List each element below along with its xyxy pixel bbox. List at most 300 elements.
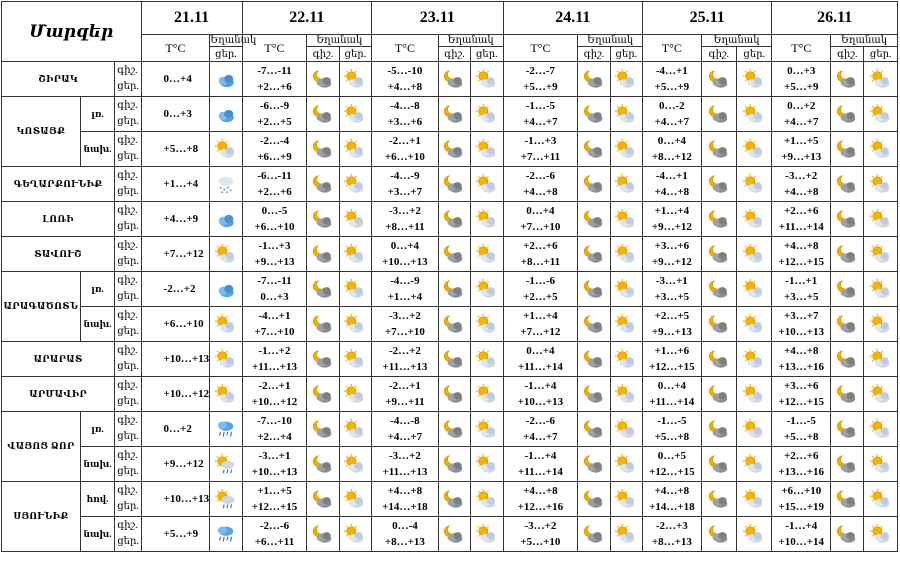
moon-cloud-icon <box>307 132 339 167</box>
temp-cell <box>141 62 210 97</box>
table-row <box>2 307 898 342</box>
temp-cell <box>242 342 307 377</box>
day-temp: +8…+13 <box>651 536 692 548</box>
night-label: գիշ. <box>117 205 138 216</box>
night-temp: -1…-6 <box>525 275 556 287</box>
night-temp: +4…+8 <box>523 485 558 497</box>
moon-cloud-icon <box>307 202 339 237</box>
sun-cloud-icon <box>339 447 371 482</box>
night-temp: -1…-5 <box>657 415 687 427</box>
sun-cloud-icon <box>864 307 898 342</box>
sun-cloud-icon <box>610 97 642 132</box>
temp-cell <box>772 412 831 447</box>
day-temp: 0…+2 <box>163 423 192 435</box>
moon-cloud-icon <box>701 482 736 517</box>
time-of-day-labels <box>115 132 141 167</box>
day-temp: +10…+13 <box>517 396 564 408</box>
temp-cell <box>643 342 702 377</box>
moon-cloud-icon <box>831 482 864 517</box>
day-temp: +5…+8 <box>163 143 199 155</box>
sun-cloud-icon <box>610 517 642 552</box>
temp-cell <box>772 272 831 307</box>
zone-label: լռ. <box>80 97 114 132</box>
region-name: ՏԱՎՈՒՇ <box>2 237 115 272</box>
sun-cloud-icon <box>339 307 371 342</box>
day-temp: +3…+5 <box>654 291 690 303</box>
day-temp: +2…+6 <box>257 81 292 93</box>
zone-label: նախ. <box>80 517 114 552</box>
sun-cloud-icon <box>339 167 371 202</box>
night-temp: +1…+5 <box>784 135 819 147</box>
temp-cell <box>772 132 831 167</box>
night-temp: -3…+2 <box>388 450 421 462</box>
night-temp: +2…+6 <box>784 450 819 462</box>
night-temp: +1…+4 <box>654 205 690 217</box>
day-temp: +7…+12 <box>163 248 204 260</box>
sun-cloud-icon <box>864 412 898 447</box>
temp-cell <box>772 377 831 412</box>
time-of-day-labels <box>115 307 141 342</box>
temp-column-header: T°C <box>503 35 578 62</box>
day-temp: +12…+15 <box>649 466 695 478</box>
night-temp: 0…-4 <box>392 520 418 532</box>
night-label: գիշ. <box>117 485 138 496</box>
sun-cloud-icon <box>737 272 772 307</box>
day-label: ցեր. <box>117 466 139 477</box>
sun-cloud-icon <box>471 482 503 517</box>
moon-cloud-icon <box>701 447 736 482</box>
time-of-day-labels <box>115 482 141 517</box>
temp-cell <box>503 272 578 307</box>
temp-cell <box>772 342 831 377</box>
temp-cell <box>242 272 307 307</box>
zone-label: լռ. <box>80 412 114 447</box>
night-temp: -3…+1 <box>655 275 688 287</box>
day-temp: +10…+13 <box>778 326 825 338</box>
day-temp: +6…+10 <box>254 221 295 233</box>
night-temp: 0…+4 <box>526 345 555 357</box>
day-temp: +9…+12 <box>651 221 692 233</box>
day-temp: +6…+10 <box>163 318 204 330</box>
moon-cloud-icon <box>307 482 339 517</box>
moon-cloud-icon <box>578 132 610 167</box>
day-temp: +2…+5 <box>257 116 292 128</box>
moon-cloud-icon <box>307 167 339 202</box>
day-temp: +14…+18 <box>382 501 428 513</box>
weather-column-header: Եղանակ <box>831 35 898 47</box>
temp-cell <box>372 237 439 272</box>
moon-cloud-icon <box>701 517 736 552</box>
sun-cloud-icon <box>737 202 772 237</box>
sun-cloud-icon <box>737 412 772 447</box>
night-temp: 0…+5 <box>657 450 686 462</box>
day-temp: +5…+9 <box>523 81 558 93</box>
night-label: գիշ. <box>117 240 138 251</box>
moon-cloud-icon <box>578 517 610 552</box>
day-temp: +12…+15 <box>649 361 695 373</box>
sun-cloud-icon <box>210 132 242 167</box>
day-temp: +14…+18 <box>649 501 695 513</box>
date-header: 26.11 <box>772 2 898 35</box>
moon-cloud-icon <box>307 97 339 132</box>
night-temp: +1…+5 <box>257 485 292 497</box>
moon-cloud-icon <box>307 412 339 447</box>
night-temp: -4…-9 <box>390 275 420 287</box>
day-temp: +4…+9 <box>163 213 199 225</box>
day-temp: +3…+7 <box>387 186 423 198</box>
night-subheader: գիշ. <box>831 47 864 62</box>
day-subheader: ցեր. <box>210 47 242 62</box>
night-temp: -1…+3 <box>524 135 557 147</box>
night-label: գիշ. <box>117 520 138 531</box>
day-temp: +5…+9 <box>163 528 199 540</box>
night-temp: 0…+4 <box>657 135 686 147</box>
night-temp: +2…+6 <box>523 240 558 252</box>
night-label: գիշ. <box>117 450 138 461</box>
night-temp: -7…-11 <box>257 275 292 287</box>
temp-cell <box>643 97 702 132</box>
day-temp: +11…+13 <box>252 361 297 373</box>
day-temp: +7…+12 <box>520 326 561 338</box>
region-name: ԳԵՂԱՐՔՈՒՆԻՔ <box>2 167 115 202</box>
moon-cloud-icon <box>831 97 864 132</box>
day-label: ցեր. <box>117 291 139 302</box>
temp-cell <box>772 202 831 237</box>
sun-cloud-icon <box>210 307 242 342</box>
temp-cell <box>372 307 439 342</box>
temp-cell <box>141 342 210 377</box>
night-label: գիշ. <box>117 310 138 321</box>
day-subheader: ցեր. <box>471 47 503 62</box>
temp-cell <box>772 447 831 482</box>
zone-label: նախ. <box>80 307 114 342</box>
day-temp: +3…+6 <box>387 116 423 128</box>
sun-cloud-icon <box>737 307 772 342</box>
moon-cloud-icon <box>578 272 610 307</box>
temp-cell <box>141 517 210 552</box>
night-temp: -2…+1 <box>388 135 421 147</box>
moon-cloud-icon <box>307 272 339 307</box>
night-temp: -1…-5 <box>786 415 816 427</box>
sun-cloud-icon <box>737 482 772 517</box>
day-temp: +9…+13 <box>781 151 822 163</box>
night-temp: -6…-11 <box>257 170 292 182</box>
night-label: գիշ. <box>117 65 138 76</box>
time-of-day-labels <box>115 237 141 272</box>
moon-cloud-icon <box>831 412 864 447</box>
night-temp: -1…+4 <box>524 380 557 392</box>
moon-cloud-icon <box>701 62 736 97</box>
cloudy-icon <box>210 62 242 97</box>
cloudy-icon <box>210 202 242 237</box>
night-temp: -3…+2 <box>388 310 421 322</box>
moon-cloud-icon <box>438 377 470 412</box>
region-name: ՇԻՐԱԿ <box>2 62 115 97</box>
day-temp: +13…+16 <box>778 466 825 478</box>
sun-cloud-icon <box>864 167 898 202</box>
temp-cell <box>772 167 831 202</box>
night-temp: -2…-6 <box>525 170 556 182</box>
temp-cell <box>643 167 702 202</box>
moon-cloud-icon <box>831 272 864 307</box>
moon-cloud-icon <box>701 412 736 447</box>
day-temp: +5…+8 <box>654 431 690 443</box>
temp-cell <box>141 482 210 517</box>
day-label: ցեր. <box>117 501 139 512</box>
temp-cell <box>503 237 578 272</box>
temp-cell <box>643 132 702 167</box>
moon-cloud-icon <box>438 167 470 202</box>
moon-cloud-icon <box>307 62 339 97</box>
day-temp: +7…+10 <box>520 221 561 233</box>
table-row <box>2 202 898 237</box>
sun-cloud-icon <box>610 167 642 202</box>
sun-cloud-icon <box>339 517 371 552</box>
temp-cell <box>643 447 702 482</box>
moon-cloud-icon <box>438 202 470 237</box>
day-temp: +9…+13 <box>254 256 295 268</box>
moon-cloud-icon <box>578 412 610 447</box>
region-name: ԱՐՄԱՎԻՐ <box>2 377 115 412</box>
moon-cloud-icon <box>831 237 864 272</box>
date-header: 21.11 <box>141 2 242 35</box>
time-of-day-labels <box>115 412 141 447</box>
temp-cell <box>372 272 439 307</box>
moon-cloud-icon <box>438 237 470 272</box>
moon-cloud-icon <box>438 272 470 307</box>
temp-cell <box>372 202 439 237</box>
sun-cloud-icon <box>471 447 503 482</box>
day-label: ցեր. <box>117 536 139 547</box>
temp-cell <box>503 62 578 97</box>
sun-rain-icon <box>210 447 242 482</box>
day-temp: +6…+10 <box>384 151 425 163</box>
day-temp: +11…+14 <box>649 396 695 408</box>
temp-cell <box>643 202 702 237</box>
night-temp: +2…+5 <box>654 310 690 322</box>
sun-cloud-icon <box>339 237 371 272</box>
night-subheader: գիշ. <box>307 47 339 62</box>
snow-icon <box>210 167 242 202</box>
temp-cell <box>643 517 702 552</box>
day-temp: +1…+4 <box>163 178 199 190</box>
temp-cell <box>242 202 307 237</box>
table-row <box>2 132 898 167</box>
sun-cloud-icon <box>737 132 772 167</box>
temp-cell <box>772 482 831 517</box>
night-temp: -2…-6 <box>525 415 556 427</box>
table-row <box>2 62 898 97</box>
table-row <box>2 167 898 202</box>
night-temp: -4…+1 <box>655 170 688 182</box>
moon-cloud-icon <box>438 342 470 377</box>
region-name: ԱՐԱԳԱԾՈՏՆ <box>2 272 81 342</box>
moon-cloud-icon <box>831 167 864 202</box>
sun-cloud-icon <box>339 272 371 307</box>
temp-cell <box>503 202 578 237</box>
sun-cloud-icon <box>339 62 371 97</box>
moon-cloud-icon <box>307 377 339 412</box>
day-temp: +5…+10 <box>520 536 561 548</box>
day-temp: +11…+14 <box>517 466 563 478</box>
night-temp: -2…+1 <box>258 380 291 392</box>
sun-cloud-icon <box>339 97 371 132</box>
day-label: ցեր. <box>117 361 139 372</box>
day-temp: +4…+8 <box>784 186 819 198</box>
sun-cloud-icon <box>864 202 898 237</box>
night-temp: -1…+2 <box>258 345 291 357</box>
night-temp: -3…+2 <box>388 205 421 217</box>
sun-cloud-icon <box>864 62 898 97</box>
table-row <box>2 517 898 552</box>
temp-cell <box>372 342 439 377</box>
temp-cell <box>643 307 702 342</box>
sun-cloud-icon <box>864 447 898 482</box>
night-temp: +4…+8 <box>784 240 819 252</box>
moon-cloud-icon <box>578 482 610 517</box>
day-temp: +9…+12 <box>163 458 204 470</box>
sun-cloud-icon <box>471 307 503 342</box>
moon-cloud-icon <box>701 342 736 377</box>
cloudy-icon <box>210 97 242 132</box>
date-header: 23.11 <box>372 2 503 35</box>
moon-cloud-icon <box>578 62 610 97</box>
day-temp: +4…+8 <box>387 81 423 93</box>
sun-cloud-icon <box>471 62 503 97</box>
time-of-day-labels <box>115 202 141 237</box>
moon-cloud-icon <box>701 132 736 167</box>
night-temp: -2…+3 <box>655 520 688 532</box>
temp-cell <box>372 517 439 552</box>
temp-cell <box>372 97 439 132</box>
night-temp: 0…+4 <box>526 205 555 217</box>
moon-cloud-icon <box>307 517 339 552</box>
day-temp: +9…+11 <box>385 396 425 408</box>
sun-cloud-icon <box>339 342 371 377</box>
moon-cloud-icon <box>438 307 470 342</box>
night-temp: +1…+6 <box>654 345 690 357</box>
moon-cloud-icon <box>578 97 610 132</box>
sun-cloud-icon <box>471 167 503 202</box>
temp-cell <box>372 482 439 517</box>
day-temp: +11…+13 <box>382 466 428 478</box>
night-temp: -3…+1 <box>258 450 291 462</box>
night-temp: -3…+2 <box>524 520 557 532</box>
day-label: ցեր. <box>117 81 139 92</box>
day-temp: +10…+13 <box>163 493 210 505</box>
night-temp: -4…-8 <box>390 100 420 112</box>
temp-column-header: T°C <box>643 35 702 62</box>
day-temp: +10…+12 <box>163 388 210 400</box>
night-temp: -1…+1 <box>785 275 818 287</box>
night-temp: -4…-9 <box>390 170 420 182</box>
sun-cloud-icon <box>864 272 898 307</box>
day-temp: +7…+11 <box>520 151 561 163</box>
sun-cloud-icon <box>339 202 371 237</box>
night-label: գիշ. <box>117 170 138 181</box>
day-temp: +2…+4 <box>257 431 292 443</box>
temp-cell <box>772 237 831 272</box>
sun-cloud-icon <box>737 517 772 552</box>
time-of-day-labels <box>115 97 141 132</box>
night-temp: -2…-7 <box>525 65 556 77</box>
moon-cloud-icon <box>701 167 736 202</box>
temp-cell <box>141 272 210 307</box>
table-row <box>2 272 898 307</box>
day-label: ցեր. <box>117 116 139 127</box>
sun-cloud-icon <box>471 342 503 377</box>
day-temp: +5…+8 <box>784 431 819 443</box>
sun-cloud-icon <box>737 342 772 377</box>
rain-icon <box>210 412 242 447</box>
day-temp: +8…+13 <box>384 536 425 548</box>
date-header: 24.11 <box>503 2 643 35</box>
day-temp: +4…+8 <box>654 186 690 198</box>
time-of-day-labels <box>115 517 141 552</box>
sun-cloud-icon <box>737 377 772 412</box>
temp-column-header: T°C <box>242 35 307 62</box>
moon-cloud-icon <box>831 307 864 342</box>
temp-cell <box>242 482 307 517</box>
night-temp: 0…+2 <box>787 100 816 112</box>
moon-cloud-icon <box>831 132 864 167</box>
day-temp: +7…+10 <box>384 326 425 338</box>
temp-cell <box>503 97 578 132</box>
sun-cloud-icon <box>737 62 772 97</box>
sun-cloud-icon <box>610 132 642 167</box>
day-temp: +11…+14 <box>778 221 824 233</box>
moon-cloud-icon <box>831 202 864 237</box>
temp-cell <box>643 62 702 97</box>
moon-cloud-icon <box>831 342 864 377</box>
night-temp: -4…+1 <box>655 65 688 77</box>
night-temp: +1…+4 <box>523 310 558 322</box>
sun-cloud-icon <box>610 307 642 342</box>
day-temp: +7…+10 <box>254 326 295 338</box>
day-temp: +2…+6 <box>257 186 292 198</box>
zone-label: լռ. <box>80 272 114 307</box>
night-temp: 0…-5 <box>261 205 288 217</box>
temp-cell <box>242 447 307 482</box>
region-name: ԱՐԱՐԱՏ <box>2 342 115 377</box>
temp-cell <box>242 62 307 97</box>
day-temp: +13…+16 <box>778 361 825 373</box>
table-row <box>2 412 898 447</box>
day-temp: +8…+11 <box>520 256 561 268</box>
time-of-day-labels <box>115 62 141 97</box>
moon-cloud-icon <box>578 342 610 377</box>
night-label: գիշ. <box>117 100 138 111</box>
moon-cloud-icon <box>578 237 610 272</box>
moon-cloud-icon <box>701 97 736 132</box>
temp-cell <box>643 237 702 272</box>
sun-cloud-icon <box>610 342 642 377</box>
temp-cell <box>242 237 307 272</box>
temp-cell <box>503 517 578 552</box>
temp-column-header: T°C <box>772 35 831 62</box>
moon-cloud-icon <box>701 377 736 412</box>
sun-cloud-icon <box>210 237 242 272</box>
sun-cloud-icon <box>471 202 503 237</box>
day-temp: +10…+13 <box>251 466 298 478</box>
time-of-day-labels <box>115 167 141 202</box>
day-temp: +12…+15 <box>778 256 825 268</box>
temp-cell <box>372 132 439 167</box>
temp-cell <box>242 412 307 447</box>
time-of-day-labels <box>115 342 141 377</box>
night-temp: -2…-4 <box>259 135 290 147</box>
moon-cloud-icon <box>307 342 339 377</box>
